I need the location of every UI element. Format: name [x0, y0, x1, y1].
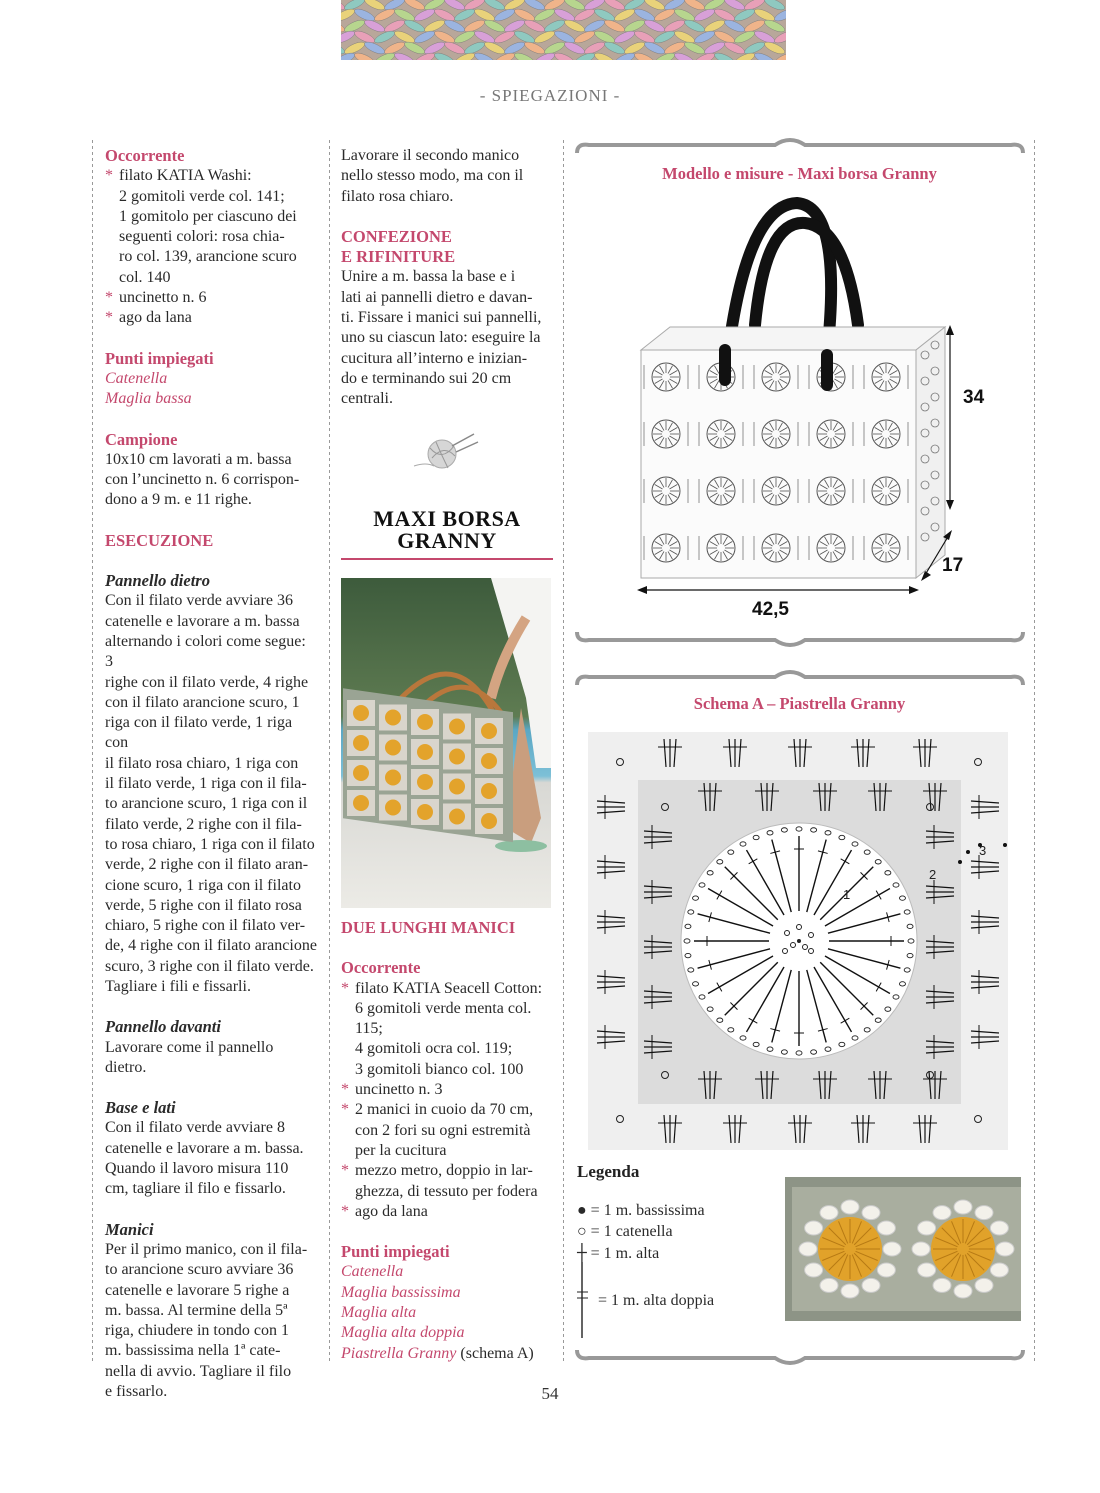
pattern-title: MAXI BORSA GRANNY: [373, 505, 521, 553]
text-line: 2 gomitoli verde col. 141;: [119, 187, 285, 205]
text-line: nella di avvio. Tagliare il filo: [105, 1362, 292, 1380]
text-line: ago da lana: [119, 309, 192, 327]
round-3-label: 3: [979, 843, 987, 858]
legend-slip-stitch: ● = 1 m. bassissima: [577, 1202, 705, 1219]
stitch-item: Catenella: [105, 369, 168, 387]
text-line: Quando il lavoro misura 110: [105, 1160, 289, 1178]
yarn-banner-image: [341, 0, 786, 60]
text-line: filato KATIA Washi:: [119, 167, 252, 185]
text-line: do e terminando sui 20 cm: [341, 369, 512, 387]
text-line: Con il filato verde avviare 8: [105, 1119, 285, 1137]
asterisk-bullet-icon: *: [341, 1162, 349, 1180]
text-line: 3 gomitoli bianco col. 100: [355, 1060, 524, 1078]
asterisk-bullet-icon: *: [341, 1202, 349, 1220]
text-line: catenelle e lavorare a m. bassa.: [105, 1139, 304, 1157]
stitch-item: Maglia alta: [341, 1304, 417, 1322]
list-item: [341, 1202, 553, 1222]
column-rule: [92, 140, 93, 1362]
text-line: m. bassissima nella 1ª cate-: [105, 1342, 281, 1360]
text-line: con il filato arancione scuro, 1: [105, 693, 300, 711]
schema-panel-title: Schema A – Piastrella Granny: [693, 694, 906, 713]
asterisk-bullet-icon: *: [341, 979, 349, 997]
column-rule: [1034, 140, 1035, 1362]
text-line: ro col. 139, arancione scuro: [119, 248, 297, 266]
round-1-label: 1: [843, 887, 851, 902]
legend-treble: ┼ = 1 m. alta: [577, 1243, 660, 1262]
text-line: de, 4 righe con il filato arancione: [105, 937, 317, 955]
materials-list-2: [341, 979, 553, 1223]
column-rule: [329, 140, 330, 1362]
section-header: - SPIEGAZIONI -: [479, 86, 621, 105]
text-line: ghezza, di tessuto per fodera: [355, 1182, 538, 1200]
finishing-heading-2: E RIFINITURE: [341, 247, 456, 267]
asterisk-bullet-icon: *: [105, 167, 113, 185]
bag-photo: [341, 578, 551, 908]
list-item: [341, 1100, 553, 1161]
filled-dot-icon: ●: [577, 1202, 587, 1219]
list-item: [105, 288, 317, 308]
width-dimension: 42,5: [752, 599, 789, 620]
long-handles-heading: DUE LUNGHI MANICI: [341, 918, 516, 937]
text-line: il filato rosa chiaro, 1 riga con: [105, 754, 299, 772]
asterisk-bullet-icon: *: [341, 1101, 349, 1119]
text-line: 1 gomitolo per ciascuno dei: [119, 207, 297, 225]
treble-symbol-icon: ┼: [577, 1243, 587, 1262]
base-heading: Base e lati: [105, 1098, 176, 1118]
text-line: cione scuro, 1 riga con il filato: [105, 876, 301, 894]
open-circle-icon: ○: [577, 1223, 587, 1240]
text-line: col. 140: [119, 268, 171, 286]
column-1: [105, 146, 317, 1402]
depth-dimension: 17: [942, 555, 964, 576]
asterisk-bullet-icon: *: [105, 309, 113, 327]
text-line: uno su ciascun lato: eseguire la: [341, 329, 541, 347]
legend-double-treble: = 1 m. alta doppia: [598, 1292, 715, 1309]
text-line: 10x10 cm lavorati a m. bassa: [105, 450, 292, 468]
text-line: verde, 5 righe con il filato rosa: [105, 896, 302, 914]
text-line: ti. Fissare i manici sui pannelli,: [341, 309, 542, 327]
text-line: catenelle e lavorare a m. bassa: [105, 612, 300, 630]
yarn-ball-icon: [341, 432, 553, 478]
text-line: Con il filato verde avviare 36: [105, 592, 293, 610]
stitches-heading-2: Punti impiegati: [341, 1242, 450, 1262]
text-line: to rosa chiaro, 1 riga con il filato: [105, 835, 315, 853]
round-2-label: 2: [929, 867, 937, 882]
stitch-item: Piastrella Granny (schema A): [341, 1344, 534, 1362]
text-line: il filato verde, 1 riga con il fila-: [105, 775, 307, 793]
front-panel-text: [105, 1038, 317, 1079]
front-panel-heading: Pannello davanti: [105, 1017, 221, 1037]
stitch-item: Maglia bassa: [105, 390, 192, 408]
text-line: righe con il filato verde, 4 righe: [105, 673, 309, 691]
stitches-heading: Punti impiegati: [105, 348, 214, 368]
text-line: cm, tagliare il filo e fissarlo.: [105, 1180, 286, 1198]
list-item: [105, 308, 317, 328]
text-line: Lavorare come il pannello: [105, 1038, 274, 1056]
occorrente-heading-2: Occorrente: [341, 958, 421, 978]
text-line: m. bassa. Al termine della 5ª: [105, 1301, 288, 1319]
handles-section: [341, 918, 553, 1364]
text-line: centrali.: [341, 390, 393, 408]
materials-list: [105, 166, 317, 328]
page-number: 54: [541, 1384, 559, 1403]
text-line: 115;: [355, 1020, 383, 1038]
text-line: Per il primo manico, con il fila-: [105, 1240, 308, 1258]
text-line: uncinetto n. 6: [119, 289, 207, 307]
asterisk-bullet-icon: *: [105, 289, 113, 307]
text-line: 6 gomitoli verde menta col.: [355, 999, 532, 1017]
text-line: filato KATIA Seacell Cotton:: [355, 979, 543, 997]
text-line: Unire a m. bassa la base e i: [341, 268, 516, 286]
back-panel-heading: Pannello dietro: [105, 571, 210, 591]
execution-heading: ESECUZIONE: [105, 530, 214, 550]
list-item: [341, 1161, 553, 1202]
list-item: [341, 1080, 553, 1100]
text-line: uncinetto n. 3: [355, 1081, 443, 1099]
legend-chain: ○ = 1 catenella: [577, 1223, 673, 1240]
back-panel-text: [105, 591, 317, 997]
finishing-heading: CONFEZIONE: [341, 226, 452, 246]
column-2: [341, 146, 553, 560]
text-line: con l’uncinetto n. 6 corrispon-: [105, 471, 300, 489]
text-line: filato rosa chiaro.: [341, 187, 454, 205]
column-rule: [563, 140, 564, 1362]
text-line: nello stesso modo, ma con il: [341, 167, 524, 185]
stitch-item: Maglia alta doppia: [341, 1324, 465, 1342]
stitch-item: Catenella: [341, 1263, 404, 1281]
text-line: alternando i colori come segue: 3: [105, 632, 306, 671]
handles-text: [105, 1240, 317, 1402]
text-line: catenelle e lavorare 5 righe a: [105, 1281, 290, 1299]
legend-stem-icon: [577, 1262, 589, 1338]
occorrente-heading: Occorrente: [105, 146, 185, 165]
finishing-text: [341, 267, 553, 409]
gauge-heading: Campione: [105, 429, 178, 449]
text-line: con 2 fori su ogni estremità: [355, 1121, 531, 1139]
legend-title: Legenda: [577, 1162, 640, 1181]
text-line: e fissarlo.: [105, 1383, 168, 1401]
asterisk-bullet-icon: *: [341, 1081, 349, 1099]
base-text: [105, 1118, 317, 1199]
text-line: lati ai pannelli dietro e davan-: [341, 288, 533, 306]
text-line: filato verde, 2 righe con il fila-: [105, 815, 302, 833]
text-line: Lavorare il secondo manico: [341, 147, 520, 164]
handles-heading: Manici: [105, 1219, 154, 1239]
list-item: [341, 979, 553, 1080]
text-line: scuro, 3 righe con il filato verde.: [105, 957, 314, 975]
text-line: mezzo metro, doppio in lar-: [355, 1162, 533, 1180]
text-line: 2 manici in cuoio da 70 cm,: [355, 1101, 534, 1119]
text-line: verde, 2 righe con il filato aran-: [105, 856, 309, 874]
text-line: to arancione scuro, 1 riga con il: [105, 795, 308, 813]
text-line: riga, chiudere in tondo con 1: [105, 1322, 289, 1340]
bag-model-panel: [575, 135, 1025, 650]
height-dimension: 34: [963, 387, 985, 408]
text-line: to arancione scuro avviare 36: [105, 1261, 294, 1279]
text-line: seguenti colori: rosa chia-: [119, 228, 285, 246]
gauge-text: [105, 450, 317, 511]
second-handle-text: [341, 146, 553, 207]
text-line: dietro.: [105, 1058, 147, 1076]
text-line: 4 gomitoli ocra col. 119;: [355, 1040, 513, 1058]
text-line: chiaro, 5 righe con il filato ver-: [105, 917, 306, 935]
list-item: [105, 166, 317, 288]
text-line: per la cucitura: [355, 1141, 447, 1159]
text-line: dono a 9 m. e 11 righe.: [105, 491, 252, 509]
stitch-item: Maglia bassissima: [341, 1283, 461, 1301]
model-panel-title: Modello e misure - Maxi borsa Granny: [662, 164, 937, 183]
text-line: ago da lana: [355, 1202, 428, 1220]
text-line: Tagliare i fili e fissarli.: [105, 977, 251, 995]
text-line: cucitura all’interno e inizian-: [341, 349, 528, 367]
text-line: riga con il filato verde, 1 riga con: [105, 714, 293, 752]
